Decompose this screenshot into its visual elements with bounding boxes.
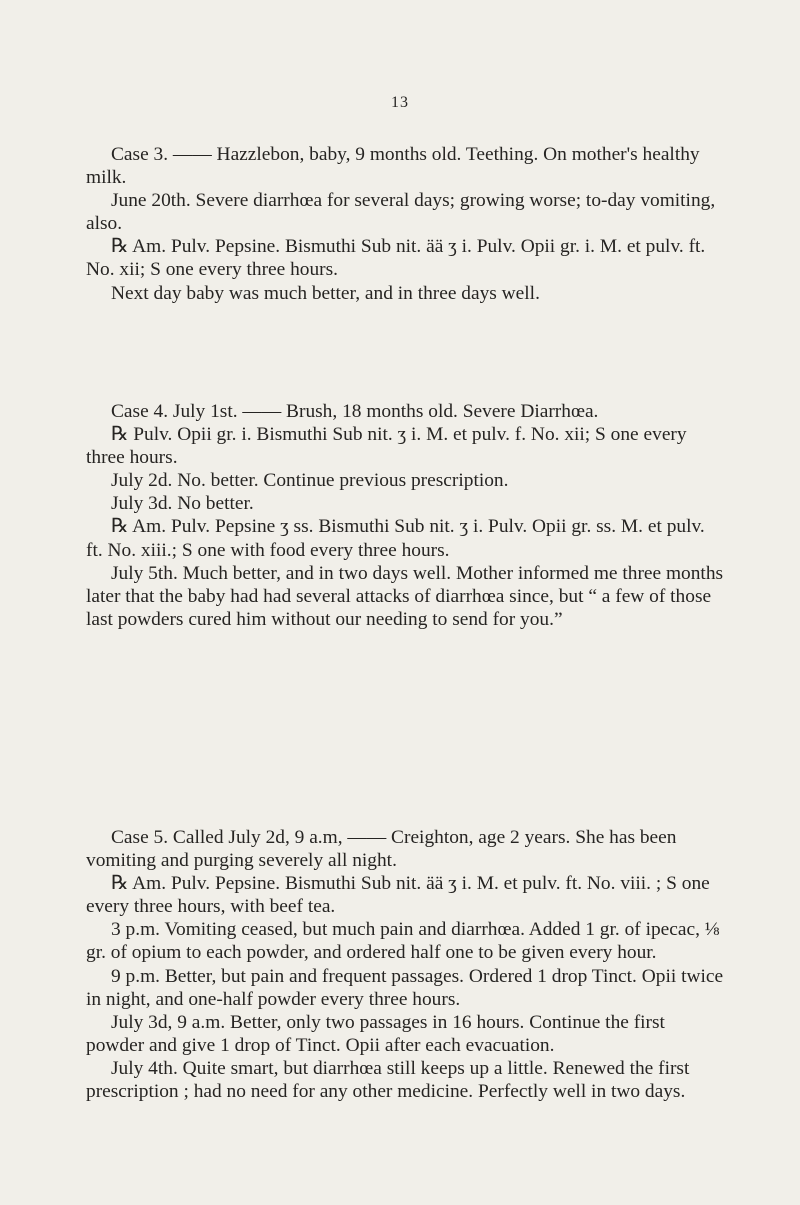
case-4-prescription: ℞ Am. Pulv. Pepsine ʒ ss. Bismuthi Sub nit. ʒ i. Pulv. Opii gr. ss. M. et pulv. ft. No. xiii.; S one with food every three hours. <box>86 516 705 561</box>
case-3-prescription: ℞ Am. Pulv. Pepsine. Bismuthi Sub nit. ää ʒ i. Pulv. Opii gr. i. M. et pulv. ft. No. xii; S one every three hours. <box>86 236 706 281</box>
page-number: 13 <box>391 94 409 111</box>
case-5-outcome: July 4th. Quite smart, but diarrhœa still keeps up a little. Renewed the first prescription ; had no need for any other medicine. Perfectly well in two days. <box>86 1057 690 1103</box>
case-5-entry: July 3d, 9 a.m. Better, only two passages in 16 hours. Continue the first powder and give 1 drop of Tinct. Opii after each evacuation. <box>86 1011 665 1056</box>
case-3-entry: June 20th. Severe diarrhœa for several days; growing worse; to-day vomiting, also. <box>86 190 716 235</box>
case-4-prescription: ℞ Pulv. Opii gr. i. Bismuthi Sub nit. ʒ i. M. et pulv. f. No. xii; S one every three hours. <box>86 424 687 469</box>
case-4-entry: July 3d. No better. <box>111 493 254 515</box>
case-5-section <box>86 826 724 1103</box>
case-3-section <box>86 143 724 305</box>
case-3-heading: Case 3. —— Hazzlebon, baby, 9 months old. Teething. On mother's healthy milk. <box>86 144 700 189</box>
case-5-prescription: ℞ Am. Pulv. Pepsine. Bismuthi Sub nit. ää ʒ i. M. et pulv. ft. No. viii. ; S one every three hours, with beef tea. <box>86 873 710 918</box>
case-4-section <box>86 400 724 631</box>
case-4-entry: July 2d. No. better. Continue previous prescription. <box>111 470 509 492</box>
case-3-outcome: Next day baby was much better, and in three days well. <box>111 282 540 304</box>
case-5-heading: Case 5. Called July 2d, 9 a.m, —— Creighton, age 2 years. She has been vomiting and purging severely all night. <box>86 827 677 872</box>
case-4-heading: Case 4. July 1st. —— Brush, 18 months old. Severe Diarrhœa. <box>111 401 599 422</box>
case-4-outcome: July 5th. Much better, and in two days well. Mother informed me three months later that the baby had had several attacks of diarrhœa since, but “ a few of those last powders cured him without our needing to send for you.” <box>86 562 724 630</box>
case-5-entry: 3 p.m. Vomiting ceased, but much pain and diarrhœa. Added 1 gr. of ipecac, ⅛ gr. of opium to each powder, and ordered half one to be given every hour. <box>86 919 720 964</box>
case-5-entry: 9 p.m. Better, but pain and frequent passages. Ordered 1 drop Tinct. Opii twice in night, and one-half powder every three hours. <box>86 965 724 1010</box>
